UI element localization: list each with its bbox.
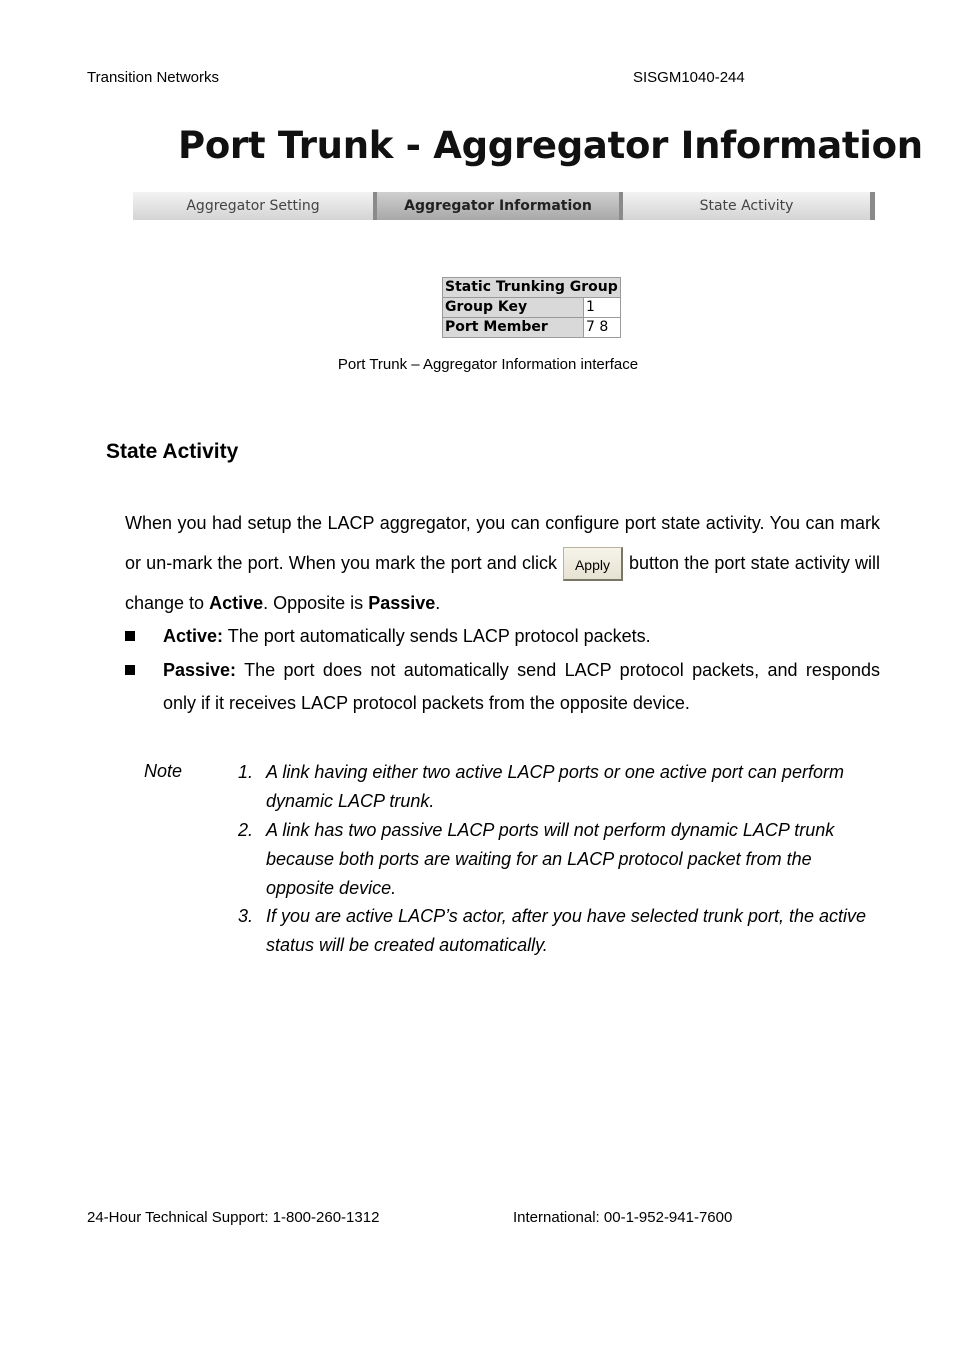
note-number: 2.	[238, 820, 254, 840]
bullet-square-icon	[125, 631, 135, 641]
bullet-text: The port does not automatically send LACP protocol packets, and responds only if it receives LACP protocol packets from the opposite device.	[163, 660, 880, 713]
footer-international: International: 00-1-952-941-7600	[513, 1209, 733, 1226]
para-text: . Opposite is	[263, 593, 364, 613]
table-row	[443, 298, 621, 318]
apply-button[interactable]: Apply	[563, 547, 623, 581]
intro-paragraph	[125, 503, 880, 623]
note-text: If you are active LACP’s actor, after you have selected trunk port, the active status will be created automatically.	[266, 906, 866, 955]
note-item	[238, 816, 878, 903]
table-heading: Static Trunking Group	[443, 278, 621, 298]
footer-support: 24-Hour Technical Support: 1-800-260-1312	[87, 1209, 380, 1226]
note-item	[238, 902, 878, 960]
row-label: Group Key	[443, 298, 584, 318]
figure-caption: Port Trunk – Aggregator Information interface	[337, 356, 639, 373]
header-model: SISGM1040-244	[633, 69, 745, 86]
tab-aggregator-information[interactable]: Aggregator Information	[377, 192, 623, 220]
para-text: button the port state activity will change to	[125, 553, 880, 613]
page-title: Port Trunk - Aggregator Information	[178, 124, 923, 167]
row-label: Port Member	[443, 318, 584, 338]
note-number: 1.	[238, 762, 254, 782]
note-item	[238, 758, 878, 816]
bullet-square-icon	[125, 665, 135, 675]
tab-aggregator-setting[interactable]: Aggregator Setting	[133, 192, 377, 220]
bullet-term: Active:	[163, 626, 224, 646]
note-number: 3.	[238, 906, 254, 926]
note-label: Note	[144, 761, 183, 781]
static-trunking-table	[442, 277, 621, 338]
row-value: 1	[584, 298, 621, 318]
table-row	[443, 318, 621, 338]
note-text: A link having either two active LACP ports or one active port can perform dynamic LACP trunk.	[266, 762, 844, 811]
para-text: When you had setup the LACP aggregator, you can configure port state activity. You can mark or un-mark the port. When you mark the port and click	[125, 513, 880, 573]
para-text: .	[435, 593, 441, 613]
bullet-text: The port automatically sends LACP protocol packets.	[227, 626, 651, 646]
passive-term: Passive	[368, 593, 436, 613]
section-title: State Activity	[106, 440, 239, 463]
note-text: A link has two passive LACP ports will not perform dynamic LACP trunk because both ports are waiting for an LACP protocol packet from the opposite device.	[266, 820, 835, 898]
tab-bar	[133, 192, 875, 220]
row-value: 7 8	[584, 318, 621, 338]
active-term: Active	[209, 593, 264, 613]
header-company: Transition Networks	[87, 69, 219, 86]
tab-state-activity[interactable]: State Activity	[623, 192, 875, 220]
bullet-term: Passive:	[163, 660, 237, 680]
list-item	[125, 654, 880, 720]
list-item	[125, 620, 880, 653]
